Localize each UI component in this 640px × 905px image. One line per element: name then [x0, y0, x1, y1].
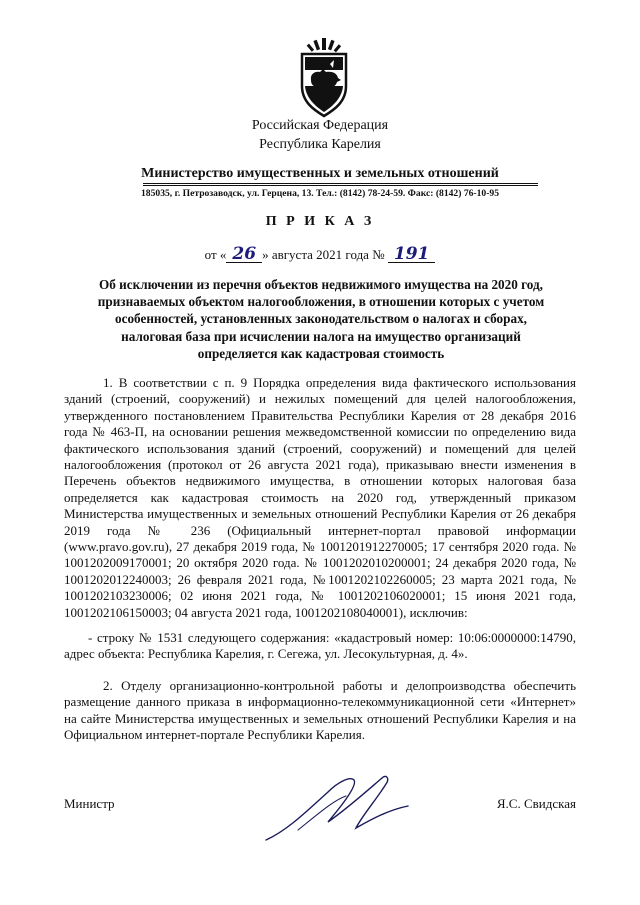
order-day-handwritten: 26 — [226, 246, 262, 263]
paragraph-2 — [64, 678, 576, 744]
paragraph-2-text: 2. Отделу организационно-контрольной работы и делопроизводства обеспечить размещение данного приказа в информационно-телекоммуникационной сети «Интернет» на сайте Министерства имущественных и земельных отношений Республики Карелия и на Официальном интернет-портале Республики Карелия. — [64, 678, 576, 743]
ministry-name: Министерство имущественных и земельных отношений — [141, 166, 499, 181]
excluded-item — [64, 630, 576, 663]
date-prefix: от « — [204, 247, 227, 262]
order-number-handwritten: 191 — [388, 246, 436, 263]
order-title: П Р И К А З — [265, 214, 375, 229]
paragraph-1 — [64, 375, 576, 621]
signer-name: Я.С. Свидская — [496, 796, 576, 811]
signer-title: Министр — [64, 796, 115, 811]
order-date-line — [0, 246, 640, 263]
header-divider — [143, 183, 538, 184]
paragraph-1-text: 1. В соответствии с п. 9 Порядка определения вида фактического использования зданий (строений, сооружений) и нежилых помещений для целей налогообложения, утвержденного постановлением Правительства Республики Карелия от 28 декабря 2016 года № 463-П, на основании решения межведомственной комиссии по определению вида фактического использования зданий (строений, сооружений) и помещений для целей налогообложения (протокол от 26 августа 2021 года), приказываю внести изменения в Перечень объектов недвижимого имущества, в отношении которых налоговая база определяется как кадастровая стоимость на 2020 год, утвержденный приказом Министерства имущественных и земельных отношений Республики Карелия от 26 декабря 2019 года № 236 (Официальный интернет-портал правовой информации (www.pravo.gov.ru), 27 декабря 2019 года, № 1001201912270005; 17 сентября 2020 года. № 1001202009170001; 20 октября 2020 года. № 1001202010200001; 24 декабря 2020 года, № 1001202012240003; 26 февраля 2021 года, №1001202102260005; 23 марта 2021 года, № 1001202103230006; 02 июня 2021 года, № 1001202106020001; 15 июня 2021 года, 1001202106150003; 04 августа 2021 года, 1001202108040001), исключив: — [64, 375, 576, 620]
header-divider — [143, 185, 538, 186]
excluded-item-text: - строку № 1531 следующего содержания: «кадастровый номер: 10:06:0000000:14790, адрес объекта: Республика Карелия, г. Сегежа, ул. Лесокультурная, д. 4». — [64, 630, 576, 662]
order-subject: Об исключении из перечня объектов недвижимого имущества на 2020 год, признаваемых объектом налогообложения, в отношении которых с учетом особенностей, установленных законодательством о налогах и сборах, налоговая база при исчислении налога на имущество организаций определяется как кадастровая стоимость — [97, 277, 545, 361]
ministry-address: 185035, г. Петрозаводск, ул. Герцена, 13. Тел.: (8142) 78-24-59. Факс: (8142) 76-10-95 — [141, 188, 499, 199]
handwritten-signature-icon — [258, 770, 428, 850]
date-middle: » августа 2021 года № — [262, 247, 385, 262]
country-name: Российская Федерация — [251, 118, 389, 133]
karelia-coat-of-arms-icon — [296, 38, 352, 118]
republic-name: Республика Карелия — [259, 137, 381, 152]
